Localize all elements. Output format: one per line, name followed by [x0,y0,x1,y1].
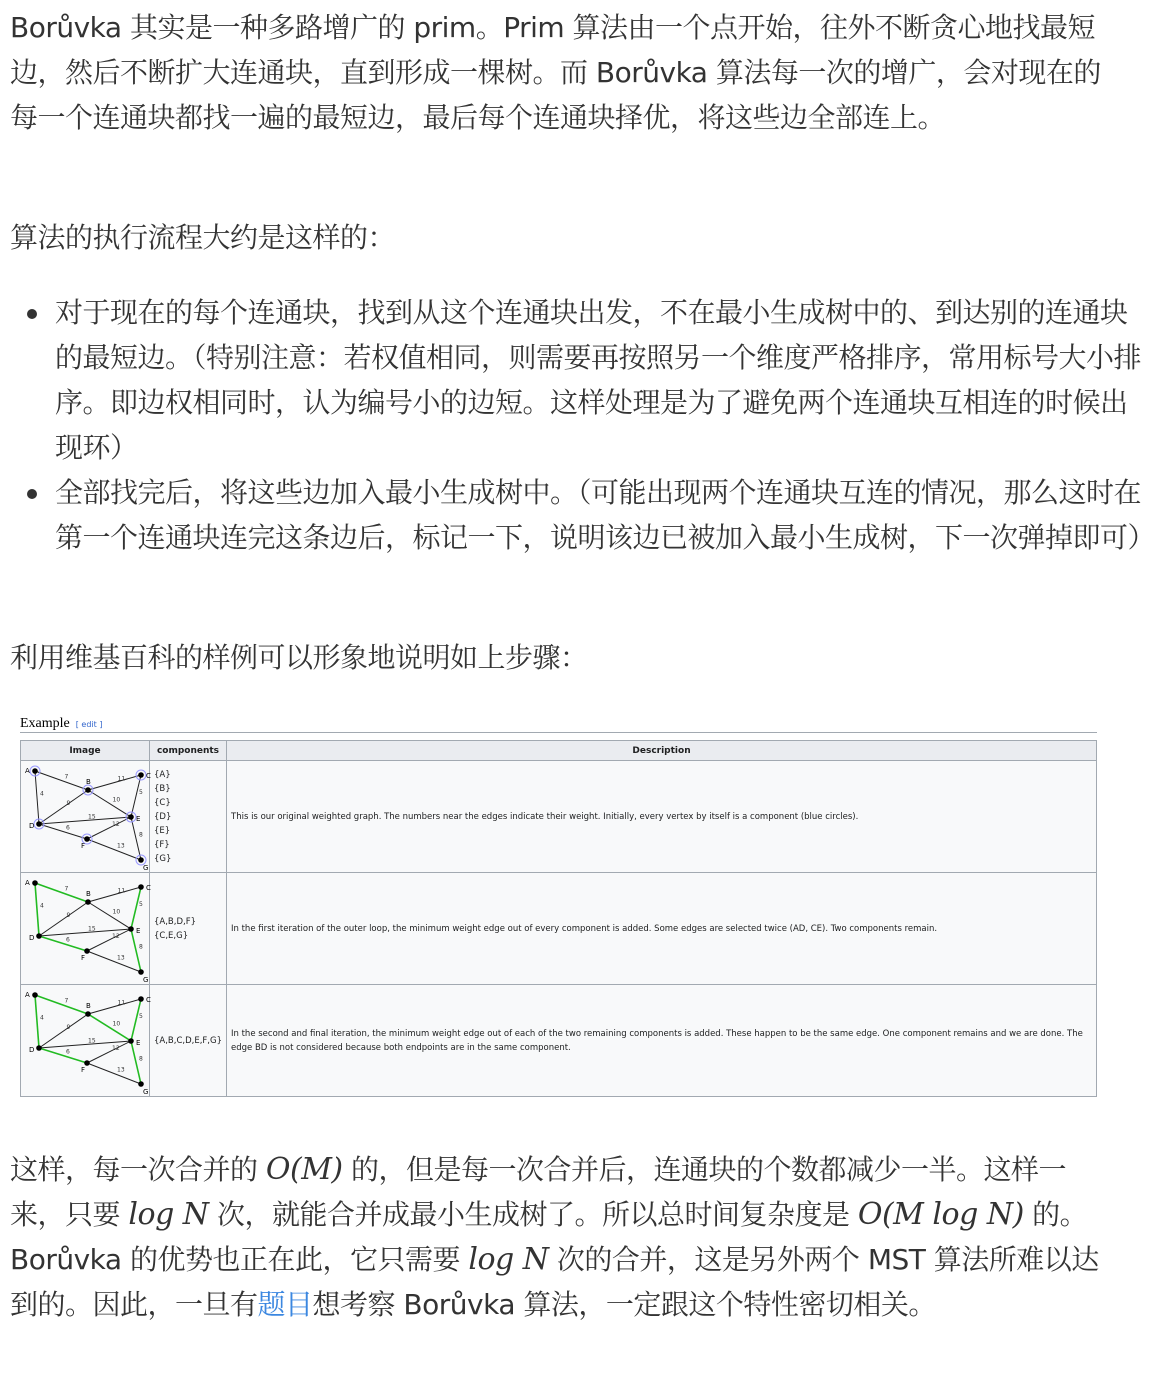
math-expression: log N [468,1242,549,1277]
edge-weight: 10 [112,908,121,916]
graph-edge [39,936,87,951]
edge-weight: 15 [88,813,96,821]
node-label: C [146,884,151,892]
graph-edge [87,1063,141,1084]
graph-node [32,880,38,886]
node-label: B [86,890,91,898]
graph-node [85,899,91,905]
edge-weight: 13 [117,954,125,962]
example-table [20,740,1097,1097]
edge-weight: 11 [117,999,126,1007]
edge-weight: 6 [66,1048,70,1056]
graph-node [84,836,90,842]
graph-edge [39,902,88,936]
graph-edge [39,790,88,824]
node-label: B [86,778,91,786]
node-label: F [81,842,86,850]
table-row [21,761,1097,873]
edge-weight: 12 [112,933,120,940]
edge-weight: 4 [40,1014,44,1022]
graph-node [128,1038,134,1044]
edge-weight: 12 [112,821,120,828]
graph-edge [88,775,141,790]
graph-edge [131,775,141,817]
node-label: D [29,1046,35,1054]
component-label: {C,E,G} [154,930,189,941]
components-cell [150,873,227,985]
math-expression: log N [128,1197,209,1232]
components-cell [150,985,227,1097]
edge-weight: 5 [139,901,143,908]
edge-weight: 13 [117,842,125,850]
graph-edge [39,1048,87,1063]
component-label: {A,B,D,F} [154,916,197,927]
graph-edge [35,771,39,824]
node-label: F [81,954,86,962]
graph-image [21,761,151,872]
edge-weight: 7 [64,885,69,893]
component-label: {B} [154,783,171,794]
graph-node [32,768,38,774]
graph-edge [87,951,141,972]
node-label: C [146,996,151,1004]
edge-weight: 5 [139,1013,143,1020]
component-label: {C} [154,797,171,808]
node-label: F [81,1066,86,1074]
edge-weight: 9 [66,912,71,919]
graph-node [138,996,144,1002]
example-title: Example [20,716,70,731]
component-label: {D} [154,811,172,822]
node-label: A [25,991,30,999]
graph-node [128,926,134,932]
graph-edge [39,1014,88,1048]
graph-edge [131,887,141,929]
graph-node [85,787,91,793]
graph-node [84,1060,90,1066]
graph-node [85,1011,91,1017]
process-intro: 算法的执行流程大约是这样的： [10,221,396,254]
graph-edge [35,883,88,902]
node-label: E [136,815,141,823]
graph-node [138,884,144,890]
edge-weight: 12 [112,1045,120,1052]
graph-node [138,772,144,778]
description-cell: In the second and final iteration, the minimum weight edge out of each of the two remaining components is added. These happen to be the same edge. One component remains and we are done. The edge BD is not considered because both endpoints are in the same component. [227,985,1097,1097]
edge-weight: 7 [64,773,69,781]
edge-weight: 4 [40,902,44,910]
edge-weight: 7 [64,997,69,1005]
step-item: 全部找完后，将这些边加入最小生成树中。（可能出现两个连通块互连的情况，那么这时在第一个连通块连完这条边后，标记一下，说明该边已被加入最小生成树，下一次弹掉即可） [55,470,1150,560]
math-expression: O(M) [265,1152,343,1187]
header-components: components [150,741,227,761]
node-label: D [29,822,35,830]
node-label: A [25,879,30,887]
header-description: Description [227,741,1097,761]
graph-edge [87,839,141,860]
graph-edge [35,883,39,936]
edge-weight: 5 [139,789,143,796]
graph-edge [88,887,141,902]
steps-list [10,290,1155,560]
table-row [21,985,1097,1097]
edge-weight: 6 [66,824,70,832]
graph-node [138,1081,144,1087]
graph-node [36,821,42,827]
graph-node [84,948,90,954]
component-label: {G} [154,853,172,864]
graph-edge [131,929,141,972]
graph-image [21,873,151,984]
node-label: D [29,934,35,942]
node-label: B [86,1002,91,1010]
component-label: {F} [154,839,170,850]
graph-edge [35,995,88,1014]
edge-weight: 15 [88,925,96,933]
edge-weight: 6 [66,936,70,944]
edge-weight: 11 [117,775,126,783]
complexity-paragraph: 这样，每一次合并的 O(M) 的，但是每一次合并后，连通块的个数都减少一半。这样一来，只要 log N 次，就能合并成最小生成树了。所以总时间复杂度是 O(M log N) 的。Borůvka 的优势也正在此，它只需要 log N 次的合并，这是另外两个 MST 算法所难以达到的。因此，一旦有题目想考察 Borůvka 算法，一定跟这个特性密切相关。 [10,1152,1099,1321]
node-label: E [136,1039,141,1047]
table-row [21,873,1097,985]
node-label: G [143,864,149,872]
node-label: G [143,1088,149,1096]
components-cell [150,761,227,873]
problems-link[interactable]: 题目 [257,1288,313,1321]
graph-edge [35,995,39,1048]
node-label: E [136,927,141,935]
example-heading [20,712,1097,733]
graph-node [36,1045,42,1051]
graph-node [138,969,144,975]
edge-weight: 13 [117,1066,125,1074]
intro-paragraph: Borůvka 其实是一种多路增广的 prim。Prim 算法由一个点开始，往外不断贪心地找最短边，然后不断扩大连通块，直到形成一棵树。而 Borůvka 算法每一次的增广，会对现在的每一个连通块都找一遍的最短边，最后每个连通块择优，将这些边全部连上。 [10,11,1101,134]
component-label: {E} [154,825,171,836]
edge-weight: 4 [40,790,44,798]
edge-weight: 8 [139,943,143,951]
component-label: {A,B,C,D,E,F,G} [154,1035,222,1046]
description-cell: This is our original weighted graph. The numbers near the edges indicate their weight. Initially, every vertex by itself is a component (blue circles). [227,761,1097,873]
description-cell: In the first iteration of the outer loop, the minimum weight edge out of every component is added. Some edges are selected twice (AD, CE). Two components remain. [227,873,1097,985]
graph-edge [131,999,141,1041]
edit-link[interactable]: [ edit ] [75,720,103,729]
math-expression: O(M log N) [857,1197,1024,1232]
edge-weight: 9 [66,800,71,807]
graph-edge [131,1041,141,1084]
edge-weight: 15 [88,1037,96,1045]
graph-node [36,933,42,939]
edge-weight: 8 [139,1055,143,1063]
graph-edge [131,817,141,860]
edge-weight: 8 [139,831,143,839]
edge-weight: 11 [117,887,126,895]
node-label: G [143,976,149,984]
edge-weight: 9 [66,1024,71,1031]
edge-weight: 10 [112,1020,121,1028]
graph-node [138,857,144,863]
node-label: C [146,772,151,780]
graph-edge [35,771,88,790]
graph-image [21,985,151,1096]
graph-edge [39,824,87,839]
step-item: 对于现在的每个连通块，找到从这个连通块出发，不在最小生成树中的、到达别的连通块的最短边。（特别注意：若权值相同，则需要再按照另一个维度严格排序，常用标号大小排序。即边权相同时，认为编号小的边短。这样处理是为了避免两个连通块互相连的时候出现环） [55,290,1150,470]
header-image: Image [21,741,150,761]
example-intro: 利用维基百科的样例可以形象地说明如上步骤： [10,641,588,674]
node-label: A [25,767,30,775]
component-label: {A} [154,769,171,780]
graph-node [128,814,134,820]
graph-edge [88,999,141,1014]
graph-node [32,992,38,998]
edge-weight: 10 [112,796,121,804]
